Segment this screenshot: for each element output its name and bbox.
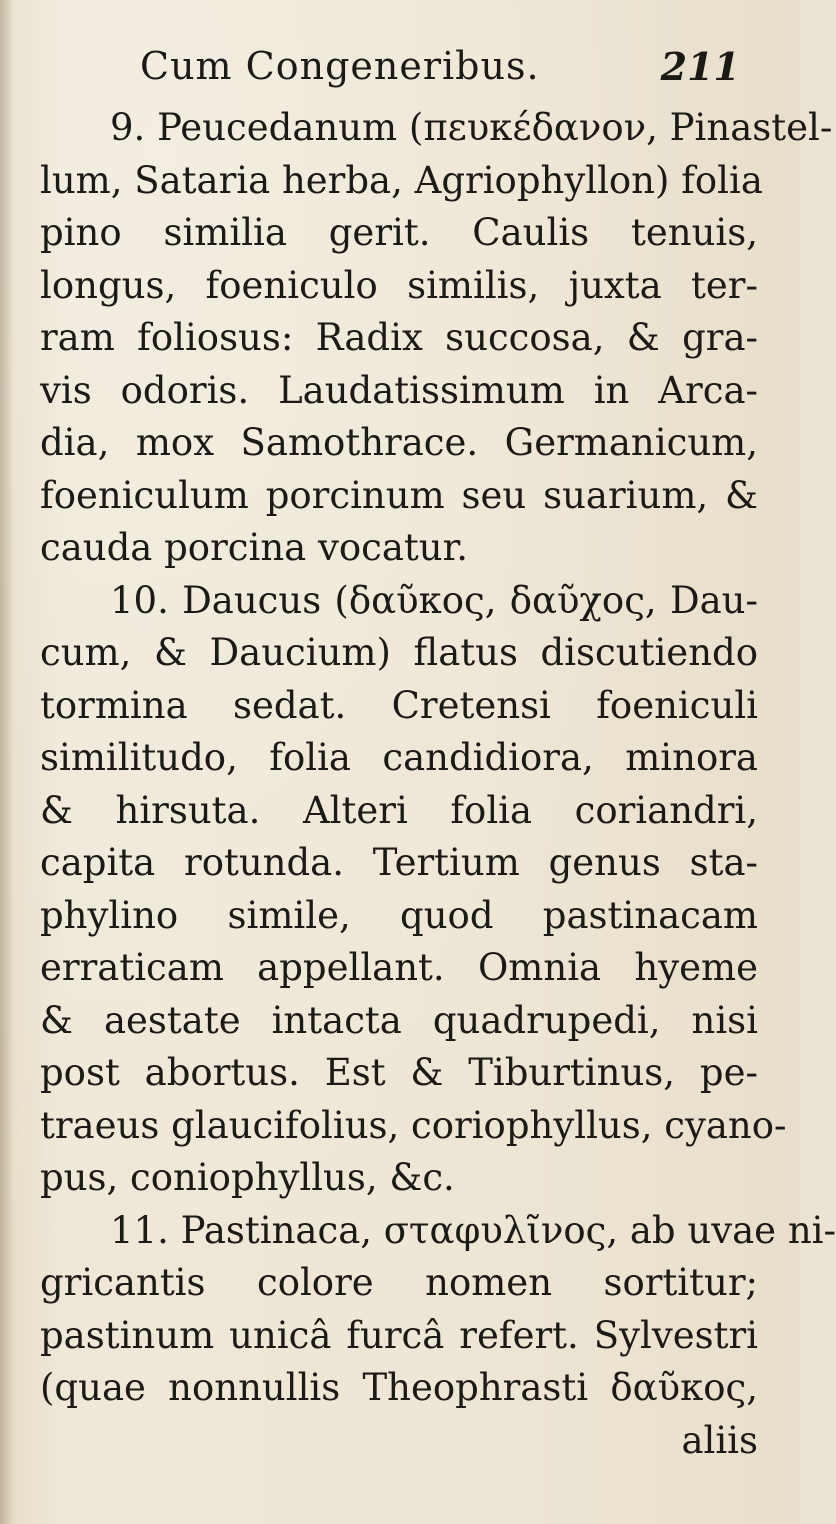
text-line: similitudo, folia candidiora, minora (40, 736, 758, 779)
text-line: 11. Pastinaca, σταφυλῖνος, ab uvae ni- (110, 1208, 836, 1252)
text-line: lum, Sataria herba, Agriophyllon) folia (40, 158, 763, 202)
catchword: aliis (681, 1418, 758, 1462)
text-line: tormina sedat. Cretensi foeniculi (40, 683, 758, 727)
page-header (140, 44, 740, 100)
text-line: post abortus. Est & Tiburtinus, pe- (40, 1051, 758, 1094)
text-line: & aestate intacta quadrupedi, nisi (40, 998, 758, 1042)
text-line: phylino simile, quod pastinacam (40, 893, 758, 937)
text-line: erraticam appellant. Omnia hyeme (40, 946, 758, 989)
text-line: cauda porcina vocatur. (40, 526, 469, 569)
text-line: pastinum unicâ furcâ refert. Sylvestri (40, 1313, 758, 1357)
text-line: capita rotunda. Tertium genus sta- (40, 841, 758, 884)
text-line: traeus glaucifolius, coriophyllus, cyano- (40, 1103, 787, 1147)
text-line: vis odoris. Laudatissimum in Arca- (40, 368, 758, 412)
text-line: (quae nonnullis Theophrasti δαῦκος, (40, 1366, 758, 1409)
text-line: pino similia gerit. Caulis tenuis, (40, 211, 758, 254)
text-line: cum, & Daucium) flatus discutiendo (40, 631, 758, 674)
page-fold-shadow (0, 0, 14, 1524)
text-line: 10. Daucus (δαῦκος, δαῦχος, Dau- (110, 578, 758, 622)
text-line: longus, foeniculo similis, juxta ter- (40, 263, 758, 307)
body-text (40, 102, 836, 1467)
text-line: dia, mox Samothrace. Germanicum, (40, 421, 758, 464)
text-line: gricantis colore nomen sortitur; (40, 1261, 758, 1304)
text-line: ram foliosus: Radix succosa, & gra- (40, 316, 758, 359)
running-title: Cum Congeneribus. (140, 44, 540, 88)
text-line: & hirsuta. Alteri folia coriandri, (40, 788, 758, 832)
text-line: 9. Peucedanum (πευκέδανον, Pinastel- (110, 106, 833, 149)
text-line: foeniculum porcinum seu suarium, & (40, 473, 758, 517)
page-number: 211 (660, 44, 740, 89)
text-line: pus, coniophyllus, &c. (40, 1156, 455, 1199)
